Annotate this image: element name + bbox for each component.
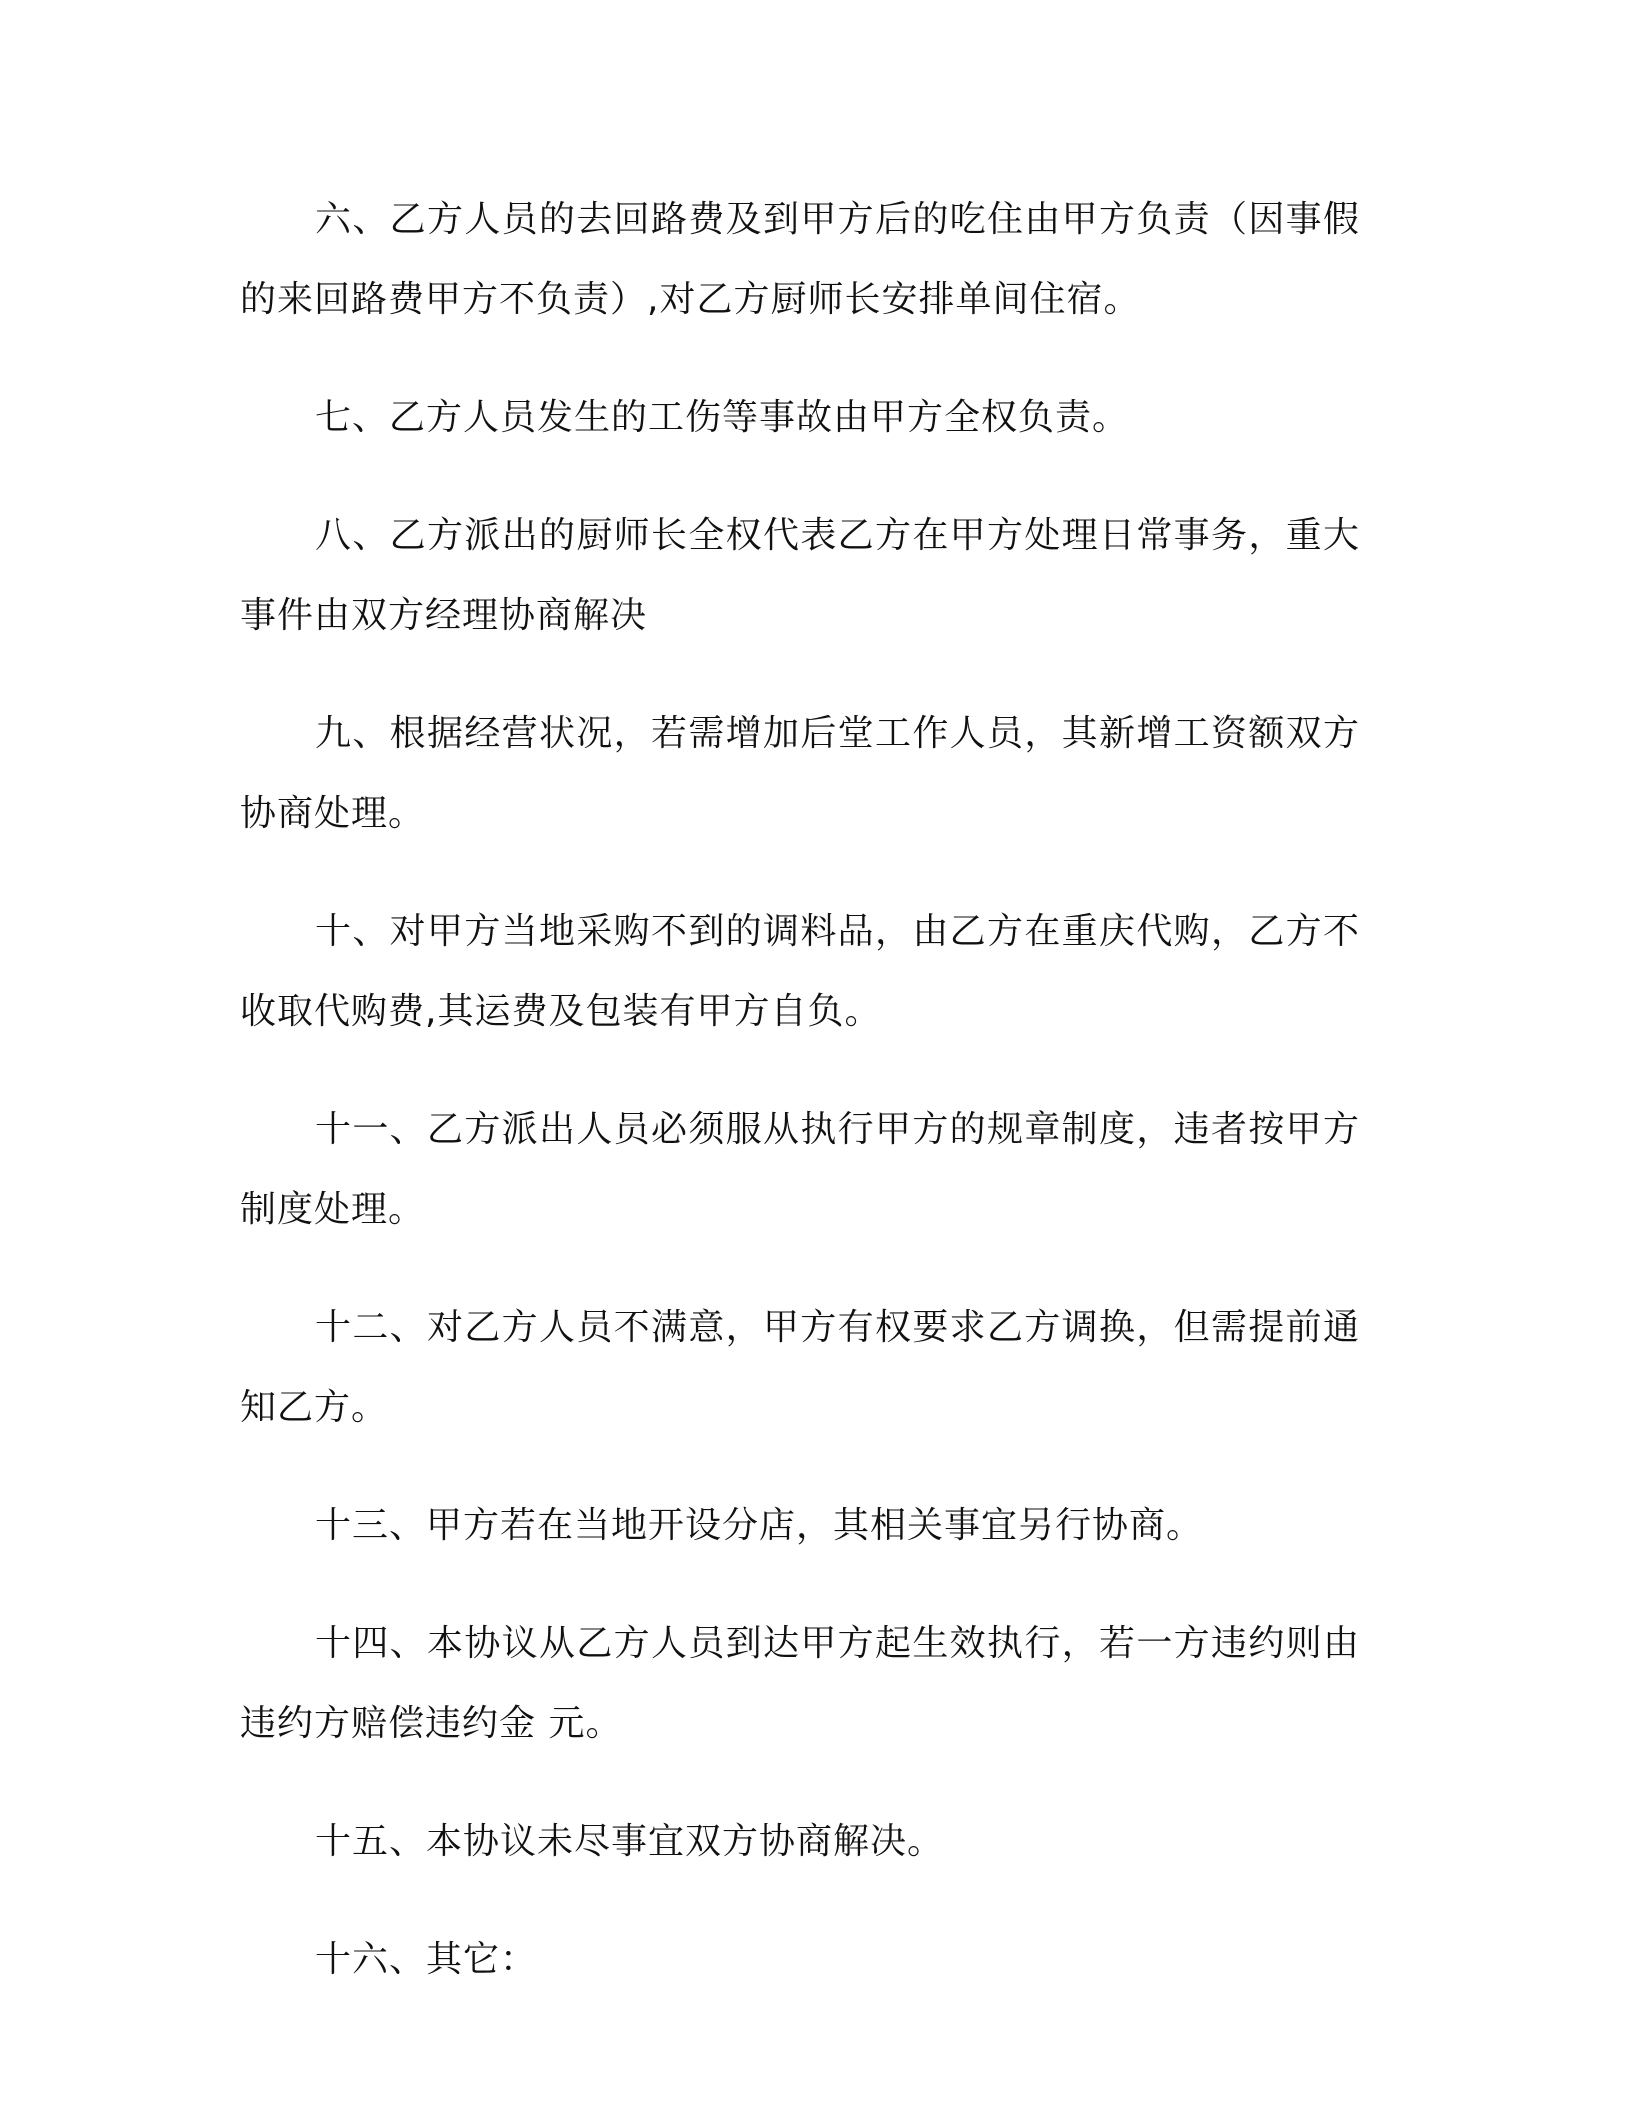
clause-11: 十一、乙方派出人员必须服从执行甲方的规章制度，违者按甲方制度处理。	[240, 1109, 1360, 1230]
clause-13: 十三、甲方若在当地开设分店，其相关事宜另行协商。	[315, 1505, 1204, 1546]
clause-7: 七、乙方人员发生的工伤等事故由甲方全权负责。	[315, 397, 1130, 438]
clause-10: 十、对甲方当地采购不到的调料品，由乙方在重庆代购，乙方不收取代购费,其运费及包装有甲方自负。	[240, 911, 1360, 1032]
clause-6: 六、乙方人员的去回路费及到甲方后的吃住由甲方负责（因事假的来回路费甲方不负责）,对乙方厨师长安排单间住宿。	[240, 199, 1360, 320]
clause-15: 十五、本协议未尽事宜双方协商解决。	[315, 1821, 945, 1862]
clause-12: 十二、对乙方人员不满意，甲方有权要求乙方调换，但需提前通知乙方。	[240, 1307, 1360, 1428]
clause-16: 十六、其它：	[315, 1939, 538, 1980]
clause-14: 十四、本协议从乙方人员到达甲方起生效执行，若一方违约则由违约方赔偿违约金 元。	[240, 1623, 1360, 1744]
clause-8: 八、乙方派出的厨师长全权代表乙方在甲方处理日常事务，重大事件由双方经理协商解决	[240, 515, 1360, 636]
clause-9: 九、根据经营状况，若需增加后堂工作人员，其新增工资额双方协商处理。	[240, 713, 1360, 834]
document-body	[240, 180, 1360, 2038]
